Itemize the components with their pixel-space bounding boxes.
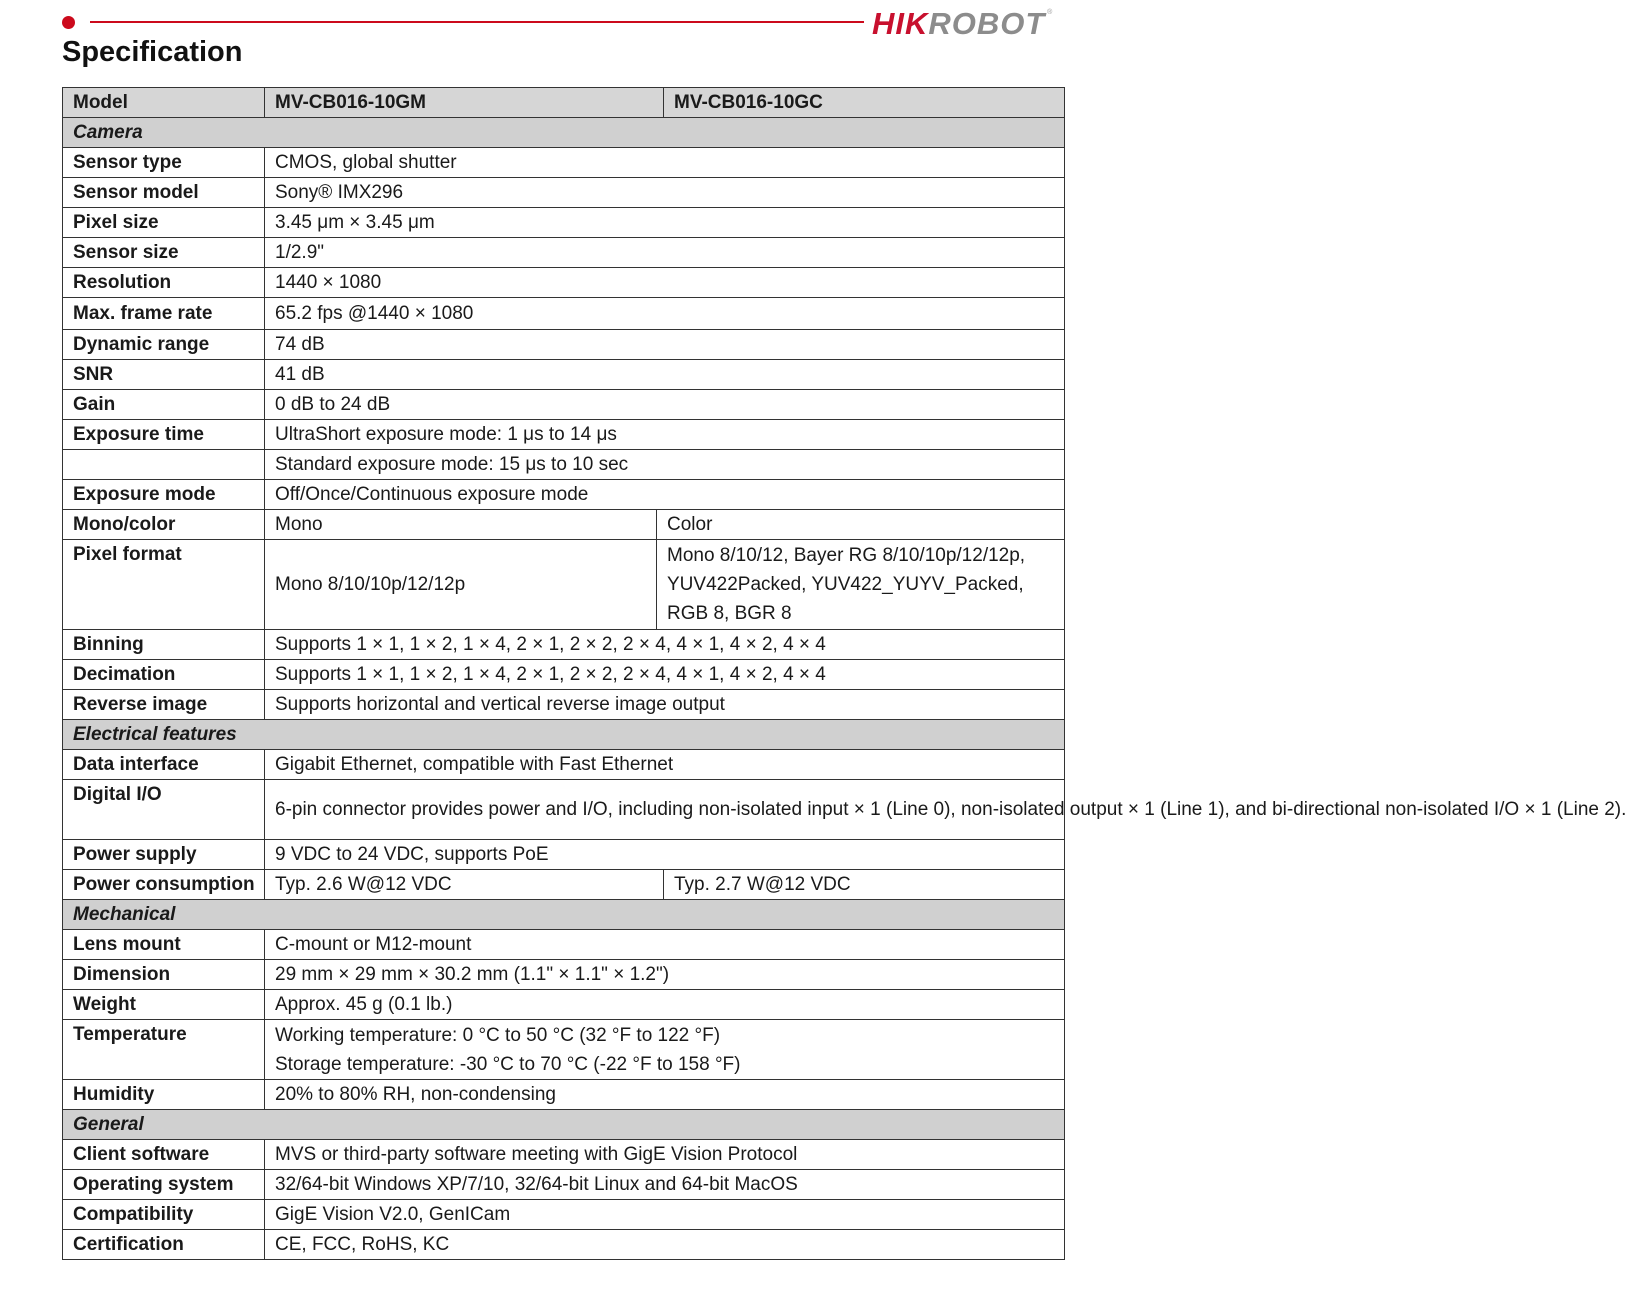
pixel-format-gc-line: Mono 8/10/12, Bayer RG 8/10/10p/12/12p, bbox=[667, 545, 1026, 566]
table-row bbox=[63, 510, 1065, 540]
table-row bbox=[63, 660, 1065, 690]
row-label: Mono/color bbox=[63, 510, 265, 540]
row-label: Power supply bbox=[63, 840, 265, 870]
row-value: UltraShort exposure mode: 1 μs to 14 μs bbox=[265, 420, 1065, 450]
row-value bbox=[265, 1020, 1065, 1080]
hikrobot-logo bbox=[872, 6, 1054, 42]
table-row bbox=[63, 630, 1065, 660]
table-row bbox=[63, 330, 1065, 360]
row-label: Humidity bbox=[63, 1080, 265, 1110]
table-row bbox=[63, 238, 1065, 268]
row-label: Power consumption bbox=[63, 870, 265, 900]
table-row bbox=[63, 870, 1065, 900]
red-dot-icon bbox=[62, 16, 75, 29]
row-label: Client software bbox=[63, 1140, 265, 1170]
row-label: Compatibility bbox=[63, 1200, 265, 1230]
row-value: 29 mm × 29 mm × 30.2 mm (1.1" × 1.1" × 1.2") bbox=[265, 960, 1065, 990]
row-value: 1/2.9" bbox=[265, 238, 1065, 268]
row-value: 65.2 fps @1440 × 1080 bbox=[265, 298, 1065, 330]
row-value: GigE Vision V2.0, GenICam bbox=[265, 1200, 1065, 1230]
row-label: Dimension bbox=[63, 960, 265, 990]
row-value: CMOS, global shutter bbox=[265, 148, 1065, 178]
table-row bbox=[63, 1230, 1065, 1260]
table-row bbox=[63, 930, 1065, 960]
row-value: Supports horizontal and vertical reverse image output bbox=[265, 690, 1065, 720]
header-model-gm: MV-CB016-10GM bbox=[265, 88, 664, 118]
row-value-gm: Mono bbox=[265, 510, 657, 540]
row-label: Exposure mode bbox=[63, 480, 265, 510]
row-value-gc: Color bbox=[657, 510, 1065, 540]
table-header-row bbox=[63, 88, 1065, 118]
table-row bbox=[63, 390, 1065, 420]
row-value: Approx. 45 g (0.1 lb.) bbox=[265, 990, 1065, 1020]
section-row bbox=[63, 720, 1065, 750]
section-general: General bbox=[63, 1110, 1065, 1140]
table-row bbox=[63, 450, 1065, 480]
table-row bbox=[63, 178, 1065, 208]
section-camera: Camera bbox=[63, 118, 1065, 148]
section-row bbox=[63, 1110, 1065, 1140]
row-value: Off/Once/Continuous exposure mode bbox=[265, 480, 1065, 510]
header-model-gc: MV-CB016-10GC bbox=[664, 88, 1065, 118]
row-label: Temperature bbox=[63, 1020, 265, 1080]
row-label: Weight bbox=[63, 990, 265, 1020]
table-row bbox=[63, 990, 1065, 1020]
temperature-line: Working temperature: 0 °C to 50 °C (32 °F to 122 °F) bbox=[275, 1024, 721, 1046]
page-header bbox=[0, 0, 1129, 80]
table-row bbox=[63, 540, 1065, 630]
row-value: Gigabit Ethernet, compatible with Fast Ethernet bbox=[265, 750, 1065, 780]
header-label: Model bbox=[63, 88, 265, 118]
row-value-gc: Typ. 2.7 W@12 VDC bbox=[664, 870, 1065, 900]
logo-hik: HIK bbox=[872, 6, 929, 41]
table-row bbox=[63, 208, 1065, 238]
row-label: Dynamic range bbox=[63, 330, 265, 360]
row-value: 3.45 μm × 3.45 μm bbox=[265, 208, 1065, 238]
page-title: Specification bbox=[62, 36, 243, 68]
table-row bbox=[63, 960, 1065, 990]
row-label: Sensor model bbox=[63, 178, 265, 208]
row-value: Sony® IMX296 bbox=[265, 178, 1065, 208]
row-label: Sensor size bbox=[63, 238, 265, 268]
row-label: Binning bbox=[63, 630, 265, 660]
row-label: Operating system bbox=[63, 1170, 265, 1200]
table-row bbox=[63, 690, 1065, 720]
row-value: 32/64-bit Windows XP/7/10, 32/64-bit Linux and 64-bit MacOS bbox=[265, 1170, 1065, 1200]
table-row bbox=[63, 1080, 1065, 1110]
table-row bbox=[63, 360, 1065, 390]
row-value: 41 dB bbox=[265, 360, 1065, 390]
spec-table bbox=[62, 87, 1626, 1260]
table-row bbox=[63, 780, 1065, 840]
table-row bbox=[63, 1140, 1065, 1170]
logo-robot: ROBOT bbox=[928, 6, 1046, 41]
row-label: Reverse image bbox=[63, 690, 265, 720]
row-label: Max. frame rate bbox=[63, 298, 265, 330]
pixel-format-gc-line: RGB 8, BGR 8 bbox=[667, 603, 792, 624]
row-label: Lens mount bbox=[63, 930, 265, 960]
row-value-gm: Mono 8/10/10p/12/12p bbox=[265, 540, 657, 630]
row-value: CE, FCC, RoHS, KC bbox=[265, 1230, 1065, 1260]
row-value-gm: Typ. 2.6 W@12 VDC bbox=[265, 870, 664, 900]
temperature-line: Storage temperature: -30 °C to 70 °C (-22 °F to 158 °F) bbox=[275, 1053, 741, 1075]
logo-registered-mark: ® bbox=[1047, 9, 1054, 16]
section-electrical: Electrical features bbox=[63, 720, 1065, 750]
row-label: Certification bbox=[63, 1230, 265, 1260]
row-value: 0 dB to 24 dB bbox=[265, 390, 1065, 420]
table-row bbox=[63, 1200, 1065, 1230]
table-row bbox=[63, 298, 1065, 330]
row-value: Standard exposure mode: 15 μs to 10 sec bbox=[265, 450, 1065, 480]
row-label: Data interface bbox=[63, 750, 265, 780]
section-mechanical: Mechanical bbox=[63, 900, 1065, 930]
row-label-continued bbox=[63, 450, 265, 480]
row-value: Supports 1 × 1, 1 × 2, 1 × 4, 2 × 1, 2 × 2, 2 × 4, 4 × 1, 4 × 2, 4 × 4 bbox=[265, 660, 1065, 690]
row-label: Decimation bbox=[63, 660, 265, 690]
section-row bbox=[63, 900, 1065, 930]
table-row bbox=[63, 268, 1065, 298]
row-value: 1440 × 1080 bbox=[265, 268, 1065, 298]
row-value: 74 dB bbox=[265, 330, 1065, 360]
row-label: Resolution bbox=[63, 268, 265, 298]
row-label: Pixel format bbox=[63, 540, 265, 630]
table-row bbox=[63, 420, 1065, 450]
section-row bbox=[63, 118, 1065, 148]
row-label: Digital I/O bbox=[63, 780, 265, 840]
row-label: Exposure time bbox=[63, 420, 265, 450]
row-value-gc bbox=[657, 540, 1065, 630]
table-row bbox=[63, 1020, 1065, 1080]
table-row bbox=[63, 750, 1065, 780]
pixel-format-gc-line: YUV422Packed, YUV422_YUYV_Packed, bbox=[667, 574, 1024, 595]
row-label: Sensor type bbox=[63, 148, 265, 178]
row-value: 20% to 80% RH, non-condensing bbox=[265, 1080, 1065, 1110]
row-value: MVS or third-party software meeting with GigE Vision Protocol bbox=[265, 1140, 1065, 1170]
table-row bbox=[63, 840, 1065, 870]
table-row bbox=[63, 480, 1065, 510]
row-value: C-mount or M12-mount bbox=[265, 930, 1065, 960]
row-value: 6-pin connector provides power and I/O, including non-isolated input × 1 (Line 0), non-isolated output × 1 (Line 1), and bi-directional non-isolated I/O × 1 (Line 2). bbox=[265, 780, 1065, 840]
header-rule bbox=[90, 21, 864, 23]
row-value: 9 VDC to 24 VDC, supports PoE bbox=[265, 840, 1065, 870]
row-label: Pixel size bbox=[63, 208, 265, 238]
row-value: Supports 1 × 1, 1 × 2, 1 × 4, 2 × 1, 2 × 2, 2 × 4, 4 × 1, 4 × 2, 4 × 4 bbox=[265, 630, 1065, 660]
row-label: Gain bbox=[63, 390, 265, 420]
row-label: SNR bbox=[63, 360, 265, 390]
table-row bbox=[63, 148, 1065, 178]
table-row bbox=[63, 1170, 1065, 1200]
